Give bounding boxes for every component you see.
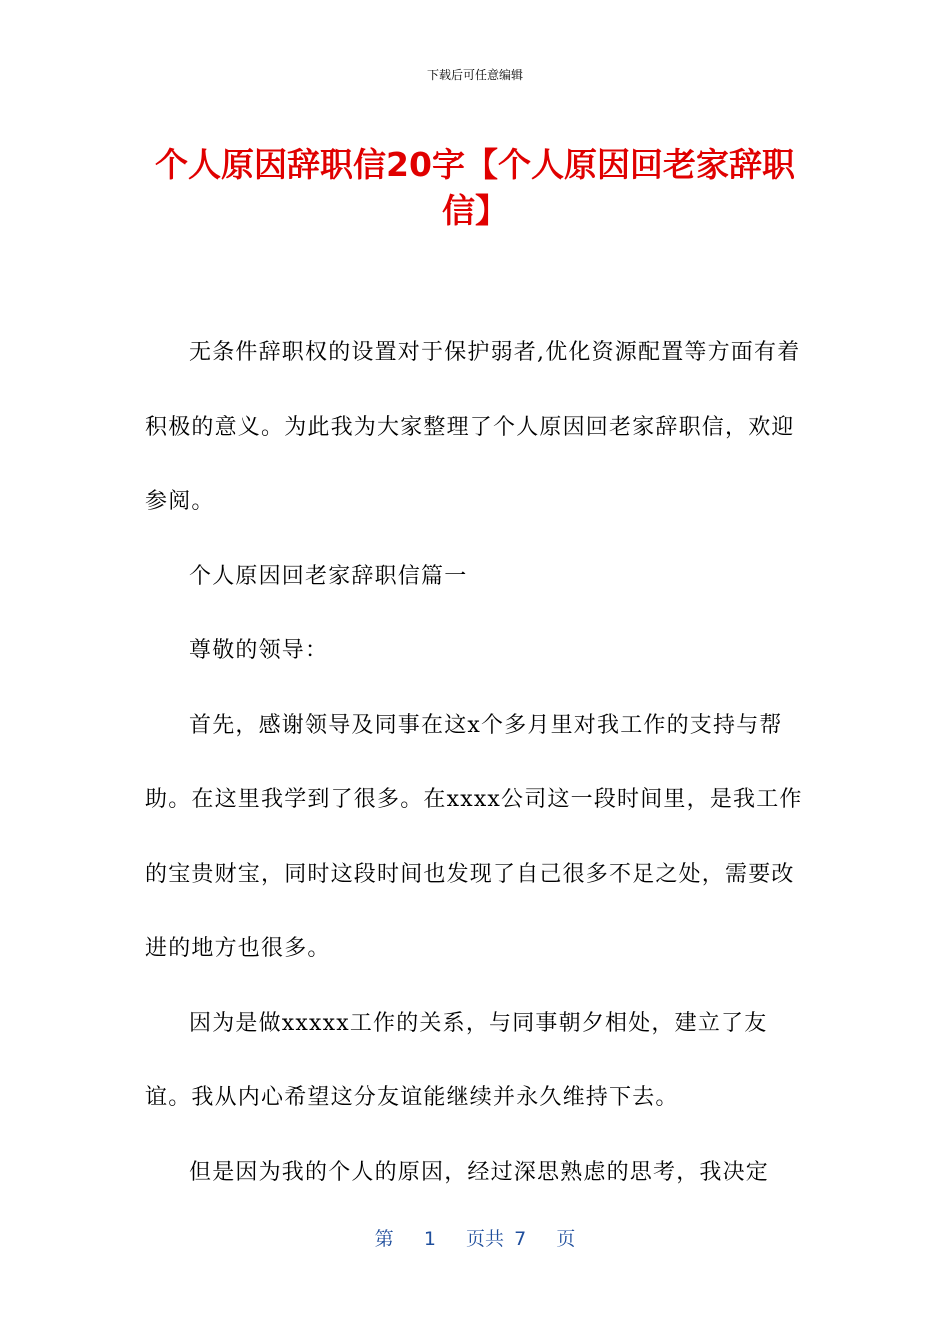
document-title: 个人原因辞职信20字【个人原因回老家辞职信】 <box>155 145 795 230</box>
footer-total-pages: 7 <box>514 1228 527 1250</box>
footer-label-end: 页 <box>556 1228 576 1250</box>
footer-current-page: 1 <box>423 1228 436 1250</box>
document-body <box>145 316 805 1210</box>
paragraph-thanks: 首先，感谢领导及同事在这x个多月里对我工作的支持与帮助。在这里我学到了很多。在xxxx公司这一段时间里，是我工作的宝贵财宝，同时这段时间也发现了自己很多不足之处，需要改进的地方也很多。 <box>145 712 803 961</box>
paragraph-decision: 但是因为我的个人的原因，经过深思熟虑的思考，我决定 <box>189 1159 770 1185</box>
page-footer <box>0 1226 950 1252</box>
paragraph-salutation: 尊敬的领导： <box>189 638 329 663</box>
footer-label-of: 页共 <box>466 1228 505 1250</box>
paragraph-section-heading: 个人原因回老家辞职信篇一 <box>189 563 468 589</box>
header-note: 下载后可任意编辑 <box>426 68 523 82</box>
paragraph-intro: 无条件辞职权的设置对于保护弱者,优化资源配置等方面有着积极的意义。为此我为大家整理了个人原因回老家辞职信，欢迎参阅。 <box>145 340 801 514</box>
paragraph-friendship: 因为是做xxxxx工作的关系，与同事朝夕相处，建立了友谊。我从内心希望这分友谊能继续并永久维持下去。 <box>145 1010 768 1110</box>
footer-label-page: 第 <box>374 1228 394 1250</box>
